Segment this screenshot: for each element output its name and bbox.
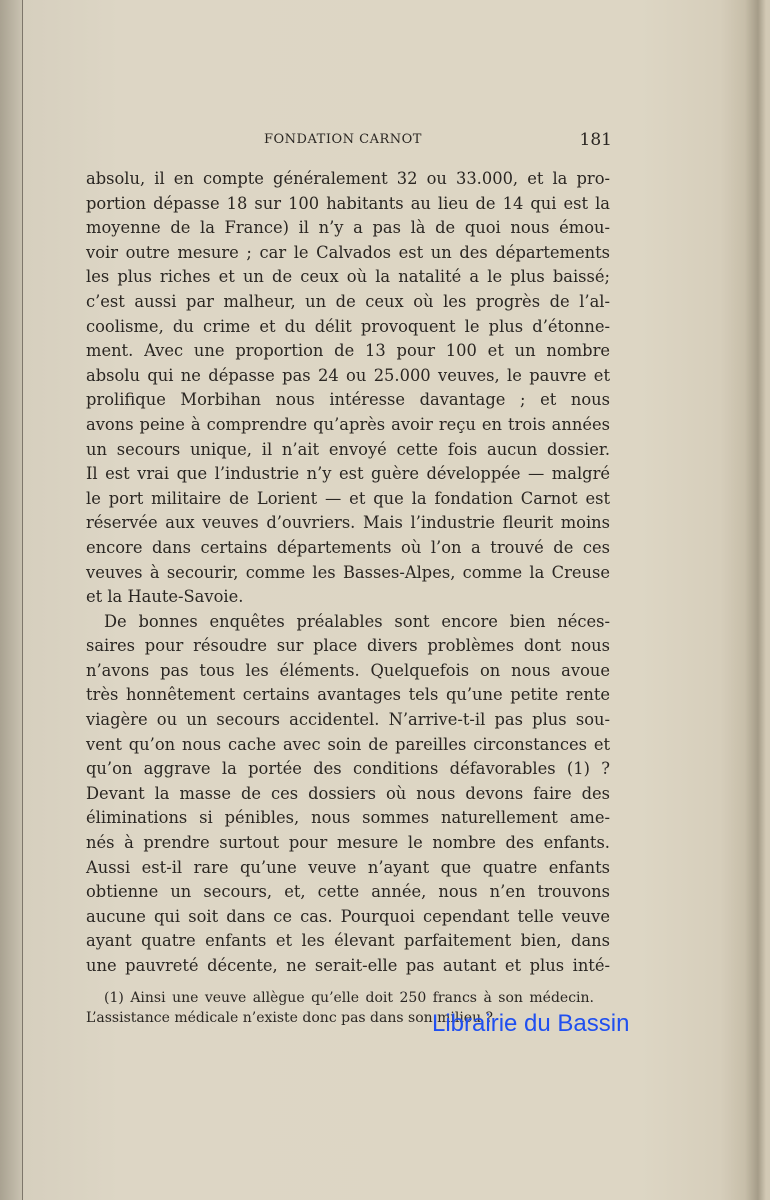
page-header xyxy=(86,130,612,154)
text-line: moyenne de la France) il n’y a pas là de quoi nous émou- xyxy=(86,218,610,238)
text-line: viagère ou un secours accidentel. N’arrive-t-il pas plus sou- xyxy=(86,710,610,730)
text-line: n’avons pas tous les éléments. Quelquefois on nous avoue xyxy=(86,660,610,680)
text-line: coolisme, du crime et du délit provoquent le plus d’étonne- xyxy=(86,316,610,336)
footnote-line: (1) Ainsi une veuve allègue qu’elle doit 250 francs à son médecin. xyxy=(104,990,594,1006)
text-line: c’est aussi par malheur, un de ceux où les progrès de l’al- xyxy=(86,291,610,311)
text-line: ayant quatre enfants et les élevant parfaitement bien, dans xyxy=(86,931,610,951)
text-line: saires pour résoudre sur place divers problèmes dont nous xyxy=(86,636,610,656)
text-line: Devant la masse de ces dossiers où nous devons faire des xyxy=(86,783,610,803)
text-line: avons peine à comprendre qu’après avoir reçu en trois années xyxy=(86,414,610,434)
watermark: Librairie du Bassin xyxy=(432,1010,630,1037)
text-line: réservée aux veuves d’ouvriers. Mais l’industrie fleurit moins xyxy=(86,513,610,533)
text-line: absolu qui ne dépasse pas 24 ou 25.000 veuves, le pauvre et xyxy=(86,365,610,385)
text-line: Il est vrai que l’industrie n’y est guère développée — malgré xyxy=(86,464,610,484)
text-line: ment. Avec une proportion de 13 pour 100 et un nombre xyxy=(86,341,610,361)
text-line: obtienne un secours, et, cette année, nous n’en trouvons xyxy=(86,882,610,902)
text-line: très honnêtement certains avantages tels qu’une petite rente xyxy=(86,685,610,705)
body-text xyxy=(86,167,610,979)
text-line: absolu, il en compte généralement 32 ou 33.000, et la pro- xyxy=(86,169,610,188)
text-line: Aussi est-il rare qu’une veuve n’ayant que quatre enfants xyxy=(86,857,610,877)
text-line: éliminations si pénibles, nous sommes naturellement ame- xyxy=(86,808,610,828)
text-line: et la Haute-Savoie. xyxy=(86,587,244,607)
text-line: le port militaire de Lorient — et que la fondation Carnot est xyxy=(86,488,610,508)
text-line: une pauvreté décente, ne serait-elle pas autant et plus inté- xyxy=(86,956,610,975)
page-number: 181 xyxy=(579,130,612,150)
text-line: qu’on aggrave la portée des conditions défavorables (1) ? xyxy=(86,759,610,779)
text-line: un secours unique, il n’ait envoyé cette fois aucun dossier. xyxy=(86,439,610,459)
text-line: vent qu’on nous cache avec soin de pareilles circonstances et xyxy=(86,734,610,754)
text-line: encore dans certains départements où l’on a trouvé de ces xyxy=(86,537,610,557)
text-line: De bonnes enquêtes préalables sont encore bien néces- xyxy=(104,611,610,631)
facing-page-edge xyxy=(0,0,23,1200)
text-line: aucune qui soit dans ce cas. Pourquoi cependant telle veuve xyxy=(86,906,610,926)
text-line: veuves à secourir, comme les Basses-Alpes, comme la Creuse xyxy=(86,562,610,582)
footnote-line: L’assistance médicale n’existe donc pas dans son milieu ? xyxy=(86,1010,494,1026)
text-line: les plus riches et un de ceux où la natalité a le plus baissé; xyxy=(86,267,610,287)
text-line: nés à prendre surtout pour mesure le nombre des enfants. xyxy=(86,833,610,853)
text-line: voir outre mesure ; car le Calvados est un des départements xyxy=(86,242,610,262)
text-line: prolifique Morbihan nous intéresse davantage ; et nous xyxy=(86,390,610,410)
running-title: FONDATION CARNOT xyxy=(264,132,422,147)
text-line: portion dépasse 18 sur 100 habitants au lieu de 14 qui est la xyxy=(86,193,610,213)
